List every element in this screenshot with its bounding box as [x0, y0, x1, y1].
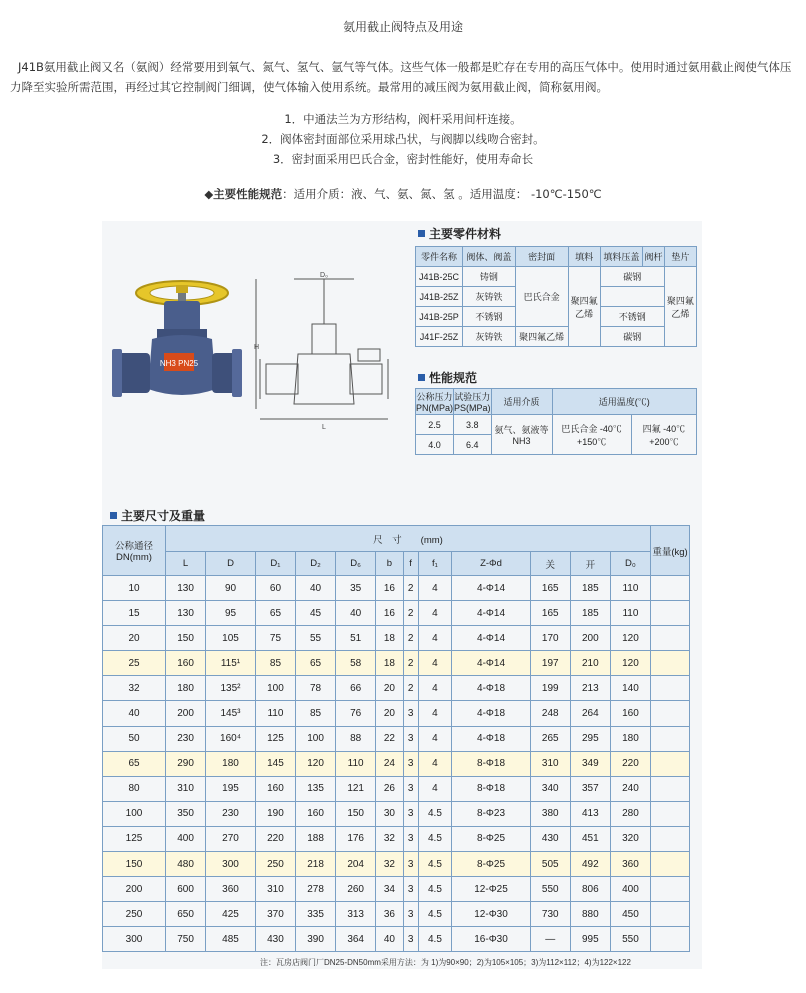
table-cell: 360 — [206, 877, 256, 902]
table-cell: 4-Φ18 — [452, 701, 530, 726]
table-cell: 4.5 — [418, 826, 452, 851]
table-cell: 165 — [530, 601, 570, 626]
table-cell: 200 — [570, 626, 610, 651]
table-cell: 310 — [255, 877, 295, 902]
table-cell: 335 — [296, 902, 336, 927]
table-cell: 3 — [403, 801, 418, 826]
perf-header: 适用温度(℃) — [552, 389, 697, 415]
table-cell: 430 — [255, 927, 295, 952]
dims-subheader: D₀ — [610, 552, 650, 576]
dims-subheader: Z-Φd — [452, 552, 530, 576]
svg-text:H: H — [254, 344, 260, 351]
table-cell: 413 — [570, 801, 610, 826]
table-cell: 24 — [376, 751, 403, 776]
table-cell: 550 — [530, 877, 570, 902]
table-cell: 3 — [403, 852, 418, 877]
spec-text: ：适用介质：液、气、氨、氮、氢 。适用温度： -10℃-150℃ — [282, 187, 602, 201]
table-cell: 295 — [570, 726, 610, 751]
table-cell: 110 — [255, 701, 295, 726]
table-cell: 20 — [103, 626, 166, 651]
perf-heading: 性能规范 — [418, 369, 477, 386]
dims-table — [102, 525, 690, 952]
table-cell: 40 — [296, 576, 336, 601]
table-cell — [651, 852, 690, 877]
table-cell: 250 — [255, 852, 295, 877]
table-cell: 40 — [336, 601, 376, 626]
dims-subheader: D — [206, 552, 256, 576]
table-cell: 40 — [103, 701, 166, 726]
table-cell: 2 — [403, 576, 418, 601]
table-cell: 310 — [166, 776, 206, 801]
perf-cell: 3.8 — [454, 415, 492, 435]
table-cell: 2 — [403, 626, 418, 651]
table-cell — [651, 576, 690, 601]
table-cell: 85 — [255, 651, 295, 676]
table-cell: 200 — [166, 701, 206, 726]
table-cell: 357 — [570, 776, 610, 801]
table-cell: 320 — [610, 826, 650, 851]
table-cell: 180 — [610, 726, 650, 751]
table-cell: 16 — [376, 601, 403, 626]
table-cell: 30 — [376, 801, 403, 826]
table-cell: 220 — [255, 826, 295, 851]
table-cell: 2 — [403, 601, 418, 626]
perf-medium: 氨气、氨液等NH3 — [491, 415, 552, 455]
perf-header: 试验压力 PS(MPa) — [454, 389, 492, 415]
parts-header: 填料 — [568, 247, 600, 267]
table-cell: 40 — [376, 927, 403, 952]
table-row — [103, 801, 690, 826]
table-cell: 218 — [296, 852, 336, 877]
parts-body: 铸钢 — [463, 267, 516, 287]
table-cell: 165 — [530, 576, 570, 601]
table-cell: 16-Φ30 — [452, 927, 530, 952]
table-row — [103, 852, 690, 877]
parts-heading: 主要零件材料 — [418, 225, 501, 242]
table-cell: 4.5 — [418, 902, 452, 927]
valve-drawing — [254, 269, 404, 439]
table-cell: 60 — [255, 576, 295, 601]
table-cell: 220 — [610, 751, 650, 776]
page-title: 氨用截止阀特点及用途 — [342, 20, 463, 34]
table-cell: 380 — [530, 801, 570, 826]
perf-cell: 2.5 — [416, 415, 454, 435]
table-row — [103, 776, 690, 801]
table-cell: 3 — [403, 826, 418, 851]
table-cell: 20 — [376, 701, 403, 726]
table-cell: 360 — [610, 852, 650, 877]
table-cell: 32 — [103, 676, 166, 701]
table-cell: 100 — [255, 676, 295, 701]
table-cell: 115¹ — [206, 651, 256, 676]
table-cell: 4 — [418, 726, 452, 751]
table-cell: 125 — [255, 726, 295, 751]
table-cell: 4 — [418, 601, 452, 626]
table-cell: 4 — [418, 751, 452, 776]
table-cell: 4-Φ14 — [452, 601, 530, 626]
spec-line — [0, 186, 806, 202]
table-row — [103, 601, 690, 626]
svg-text:L: L — [322, 424, 326, 431]
table-cell: 750 — [166, 927, 206, 952]
table-cell: 806 — [570, 877, 610, 902]
table-cell: 240 — [610, 776, 650, 801]
table-cell: 390 — [296, 927, 336, 952]
table-cell: 85 — [296, 701, 336, 726]
svg-text:D₀: D₀ — [320, 272, 328, 279]
table-cell: 18 — [376, 651, 403, 676]
table-cell: 18 — [376, 626, 403, 651]
table-cell: 34 — [376, 877, 403, 902]
table-cell: 140 — [610, 676, 650, 701]
table-cell: 100 — [103, 801, 166, 826]
table-cell: 65 — [296, 651, 336, 676]
parts-model: J41F-25Z — [416, 327, 463, 347]
table-cell: 364 — [336, 927, 376, 952]
table-cell — [651, 927, 690, 952]
catalog-panel — [102, 221, 702, 969]
table-cell: 190 — [255, 801, 295, 826]
parts-header: 阀杆 — [643, 247, 665, 267]
table-cell: 95 — [206, 601, 256, 626]
table-cell: 176 — [336, 826, 376, 851]
table-cell: 204 — [336, 852, 376, 877]
table-cell: 4.5 — [418, 852, 452, 877]
table-cell: 278 — [296, 877, 336, 902]
feature-3: 3．密封面采用巴氏合金，密封性能好，使用寿命长 — [272, 152, 534, 166]
table-cell — [651, 826, 690, 851]
perf-temp2: 四氟 -40℃ +200℃ — [631, 415, 696, 455]
table-cell: 110 — [610, 576, 650, 601]
table-cell: 280 — [610, 801, 650, 826]
table-cell: 58 — [336, 651, 376, 676]
table-cell: 26 — [376, 776, 403, 801]
table-cell: 4 — [418, 776, 452, 801]
parts-gland: 碳钢 — [600, 327, 664, 347]
table-cell: 110 — [610, 601, 650, 626]
table-cell: 310 — [530, 751, 570, 776]
table-cell: 160 — [296, 801, 336, 826]
table-cell: 2 — [403, 651, 418, 676]
table-cell: 20 — [376, 676, 403, 701]
table-cell: 300 — [103, 927, 166, 952]
parts-seal: 聚四氟乙烯 — [515, 327, 568, 347]
table-row — [103, 701, 690, 726]
dims-subheader: f — [403, 552, 418, 576]
table-cell: 185 — [570, 601, 610, 626]
table-cell: 425 — [206, 902, 256, 927]
table-cell: 130 — [166, 576, 206, 601]
parts-header: 密封面 — [515, 247, 568, 267]
perf-cell: 4.0 — [416, 435, 454, 455]
table-cell: 248 — [530, 701, 570, 726]
table-cell: 230 — [166, 726, 206, 751]
parts-body: 灰铸铁 — [463, 327, 516, 347]
table-cell: 180 — [206, 751, 256, 776]
table-cell: 150 — [103, 852, 166, 877]
table-cell: 45 — [296, 601, 336, 626]
table-cell: 260 — [336, 877, 376, 902]
valve-photo — [112, 271, 242, 446]
table-cell: 650 — [166, 902, 206, 927]
table-row — [103, 826, 690, 851]
table-cell — [651, 776, 690, 801]
table-row — [103, 676, 690, 701]
spec-label: ◆主要性能规范 — [204, 187, 283, 201]
table-cell: 66 — [336, 676, 376, 701]
table-row — [103, 751, 690, 776]
table-cell: 400 — [166, 826, 206, 851]
table-cell: 10 — [103, 576, 166, 601]
svg-text:NH3 PN25: NH3 PN25 — [159, 359, 199, 368]
table-cell: 12-Φ25 — [452, 877, 530, 902]
parts-model: J41B-25C — [416, 267, 463, 287]
table-cell: 3 — [403, 902, 418, 927]
table-cell — [651, 676, 690, 701]
table-cell: 3 — [403, 877, 418, 902]
table-row — [103, 576, 690, 601]
table-cell — [651, 877, 690, 902]
table-cell — [651, 651, 690, 676]
table-cell: 370 — [255, 902, 295, 927]
table-cell: 3 — [403, 726, 418, 751]
table-cell: 492 — [570, 852, 610, 877]
table-cell: 3 — [403, 927, 418, 952]
table-cell: 4-Φ14 — [452, 576, 530, 601]
table-cell — [651, 726, 690, 751]
parts-gasket: 聚四氟 乙烯 — [664, 267, 696, 347]
table-cell: 130 — [166, 601, 206, 626]
parts-packing: 聚四氟 乙烯 — [568, 267, 600, 347]
parts-gland — [600, 287, 664, 307]
table-cell: 600 — [166, 877, 206, 902]
feature-1: 1．中通法兰为方形结构，阀杆采用间杆连接。 — [284, 112, 522, 126]
table-cell: 230 — [206, 801, 256, 826]
table-cell: 12-Φ30 — [452, 902, 530, 927]
table-cell: 8-Φ25 — [452, 852, 530, 877]
table-cell: 4 — [418, 576, 452, 601]
dims-subheader: 开 — [570, 552, 610, 576]
table-cell: 75 — [255, 626, 295, 651]
table-cell: 65 — [103, 751, 166, 776]
table-cell — [651, 751, 690, 776]
dims-subheader: f₁ — [418, 552, 452, 576]
table-cell: 4 — [418, 701, 452, 726]
table-cell: 32 — [376, 852, 403, 877]
parts-header: 垫片 — [664, 247, 696, 267]
parts-header: 阀体、阀盖 — [463, 247, 516, 267]
table-cell: 199 — [530, 676, 570, 701]
table-cell: 51 — [336, 626, 376, 651]
table-cell: 213 — [570, 676, 610, 701]
table-cell: 4-Φ14 — [452, 626, 530, 651]
table-cell: 50 — [103, 726, 166, 751]
table-cell: 430 — [530, 826, 570, 851]
table-row — [103, 902, 690, 927]
table-cell: 450 — [610, 902, 650, 927]
table-cell: 265 — [530, 726, 570, 751]
table-cell: 170 — [530, 626, 570, 651]
parts-header: 零件名称 — [416, 247, 463, 267]
table-cell: 160 — [610, 701, 650, 726]
table-cell: 2 — [403, 676, 418, 701]
parts-model: J41B-25Z — [416, 287, 463, 307]
table-cell: 4.5 — [418, 927, 452, 952]
dims-subheader: L — [166, 552, 206, 576]
table-row — [103, 877, 690, 902]
perf-header: 公称压力 PN(MPa) — [416, 389, 454, 415]
table-cell: 4-Φ18 — [452, 726, 530, 751]
table-cell: 15 — [103, 601, 166, 626]
table-cell: 4 — [418, 676, 452, 701]
table-cell: 451 — [570, 826, 610, 851]
table-cell: 90 — [206, 576, 256, 601]
table-cell — [651, 601, 690, 626]
intro-paragraph: J41B氨用截止阀又名（氨阀）经常要用到氧气、氮气、氢气、氩气等气体。这些气体一般都是贮存在专用的高压气体中。使用时通过氨用截止阀使气体压力降至实验所需范围，再经过其它控制阀门细调，使气体输入使用系统。最常用的减压阀为氨用截止阀，简称氨用阀。 — [10, 60, 792, 94]
table-cell: 88 — [336, 726, 376, 751]
table-cell: 188 — [296, 826, 336, 851]
table-cell: 160⁴ — [206, 726, 256, 751]
table-cell: 65 — [255, 601, 295, 626]
table-cell: 76 — [336, 701, 376, 726]
dims-subheader: D₁ — [255, 552, 295, 576]
table-cell: 3 — [403, 701, 418, 726]
table-row — [103, 927, 690, 952]
parts-table — [415, 246, 697, 347]
table-cell: 135 — [296, 776, 336, 801]
table-cell: 80 — [103, 776, 166, 801]
table-cell: 550 — [610, 927, 650, 952]
table-cell: 4 — [418, 651, 452, 676]
dims-note: 注：瓦房店阀门厂DN25-DN50mm采用方法：为 1)为90×90；2)为105×105；3)为112×112；4)为122×122 — [260, 958, 631, 967]
table-cell: 150 — [166, 626, 206, 651]
table-cell: 8-Φ25 — [452, 826, 530, 851]
table-cell: 480 — [166, 852, 206, 877]
dims-heading: 主要尺寸及重量 — [110, 507, 205, 524]
table-cell: 340 — [530, 776, 570, 801]
table-cell: 100 — [296, 726, 336, 751]
parts-model: J41B-25P — [416, 307, 463, 327]
table-cell: 505 — [530, 852, 570, 877]
table-cell: 145³ — [206, 701, 256, 726]
table-row — [103, 726, 690, 751]
table-row — [103, 626, 690, 651]
table-cell: 8-Φ18 — [452, 776, 530, 801]
parts-gland: 碳钢 — [600, 267, 664, 287]
table-cell: 120 — [296, 751, 336, 776]
table-cell: 270 — [206, 826, 256, 851]
table-cell: 120 — [610, 626, 650, 651]
table-row — [103, 651, 690, 676]
dims-subheader: b — [376, 552, 403, 576]
table-cell: 150 — [336, 801, 376, 826]
table-cell: 3 — [403, 776, 418, 801]
dims-col-dn: 公称通径DN(mm) — [103, 526, 166, 576]
table-cell — [651, 626, 690, 651]
table-cell: 4-Φ18 — [452, 676, 530, 701]
table-cell: 105 — [206, 626, 256, 651]
table-cell — [651, 701, 690, 726]
table-cell: 125 — [103, 826, 166, 851]
table-cell — [651, 801, 690, 826]
table-cell: 264 — [570, 701, 610, 726]
table-cell: 313 — [336, 902, 376, 927]
table-cell: 4.5 — [418, 877, 452, 902]
parts-body: 不锈钢 — [463, 307, 516, 327]
perf-cell: 6.4 — [454, 435, 492, 455]
table-cell: 4-Φ14 — [452, 651, 530, 676]
table-cell: 400 — [610, 877, 650, 902]
table-cell: 110 — [336, 751, 376, 776]
table-cell: 25 — [103, 651, 166, 676]
table-cell: 4 — [418, 626, 452, 651]
table-cell: 880 — [570, 902, 610, 927]
parts-seal: 巴氏合金 — [515, 267, 568, 327]
table-cell: 160 — [255, 776, 295, 801]
table-cell: 300 — [206, 852, 256, 877]
parts-body: 灰铸铁 — [463, 287, 516, 307]
perf-header: 适用介质 — [491, 389, 552, 415]
table-cell: 36 — [376, 902, 403, 927]
table-cell: 197 — [530, 651, 570, 676]
table-cell: 200 — [103, 877, 166, 902]
table-cell: 16 — [376, 576, 403, 601]
table-cell: 135² — [206, 676, 256, 701]
table-cell: 55 — [296, 626, 336, 651]
table-cell: 290 — [166, 751, 206, 776]
table-cell: 210 — [570, 651, 610, 676]
table-cell — [651, 902, 690, 927]
parts-header: 填料压盖 — [600, 247, 642, 267]
table-cell: 180 — [166, 676, 206, 701]
table-cell: 485 — [206, 927, 256, 952]
table-cell: 250 — [103, 902, 166, 927]
dims-col-size: 尺 寸 (mm) — [166, 526, 651, 552]
table-cell: 195 — [206, 776, 256, 801]
table-cell: 8-Φ18 — [452, 751, 530, 776]
table-cell: 350 — [166, 801, 206, 826]
table-cell: 3 — [403, 751, 418, 776]
feature-2: 2．阀体密封面部位采用球凸状，与阀脚以线吻合密封。 — [261, 132, 545, 146]
table-cell: — — [530, 927, 570, 952]
parts-gland: 不锈钢 — [600, 307, 664, 327]
dims-subheader: D₂ — [296, 552, 336, 576]
perf-table — [415, 388, 697, 455]
table-cell: 185 — [570, 576, 610, 601]
table-cell: 8-Φ23 — [452, 801, 530, 826]
perf-temp1: 巴氏合金 -40℃ +150℃ — [552, 415, 631, 455]
table-cell: 78 — [296, 676, 336, 701]
dims-subheader: 关 — [530, 552, 570, 576]
table-cell: 32 — [376, 826, 403, 851]
dims-subheader: D₆ — [336, 552, 376, 576]
dims-col-weight: 重量(kg) — [651, 526, 690, 576]
table-cell: 35 — [336, 576, 376, 601]
table-cell: 4.5 — [418, 801, 452, 826]
table-cell: 121 — [336, 776, 376, 801]
table-cell: 22 — [376, 726, 403, 751]
table-cell: 730 — [530, 902, 570, 927]
table-cell: 349 — [570, 751, 610, 776]
table-cell: 120 — [610, 651, 650, 676]
table-cell: 995 — [570, 927, 610, 952]
table-cell: 160 — [166, 651, 206, 676]
table-cell: 145 — [255, 751, 295, 776]
